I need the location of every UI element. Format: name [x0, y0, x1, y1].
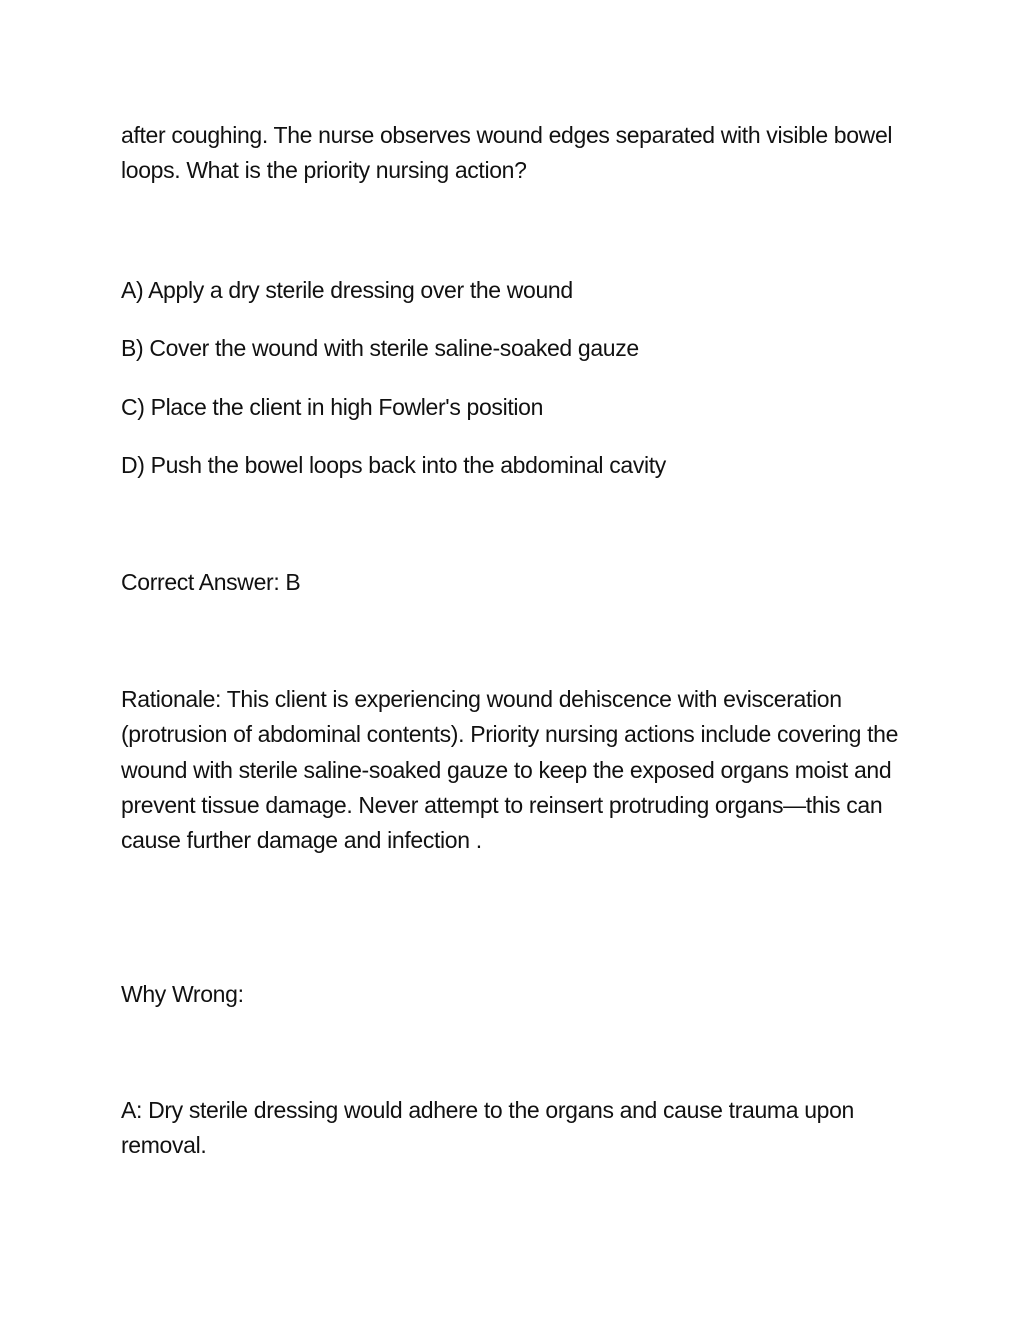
option-c: C) Place the client in high Fowler's position	[121, 394, 544, 420]
correct-answer: Correct Answer: B	[121, 569, 301, 595]
why-wrong-item-a: A: Dry sterile dressing would adhere to the organs and cause trauma upon removal.	[121, 1097, 854, 1159]
question-stem: after coughing. The nurse observes wound edges separated with visible bowel loops. What is the priority nursing action?	[121, 122, 893, 184]
rationale-paragraph: Rationale: This client is experiencing wound dehiscence with evisceration (protrusion of abdominal contents). Priority nursing actions include covering the wound with sterile saline-soaked gauze to keep the exposed organs moist and prevent tissue damage. Never attempt to reinsert protruding organs—this can cause further damage and infection .	[121, 686, 899, 854]
why-wrong-heading: Why Wrong:	[121, 981, 244, 1007]
option-d: D) Push the bowel loops back into the abdominal cavity	[121, 452, 666, 478]
option-a: A) Apply a dry sterile dressing over the wound	[121, 277, 573, 303]
option-b: B) Cover the wound with sterile saline-soaked gauze	[121, 335, 639, 361]
